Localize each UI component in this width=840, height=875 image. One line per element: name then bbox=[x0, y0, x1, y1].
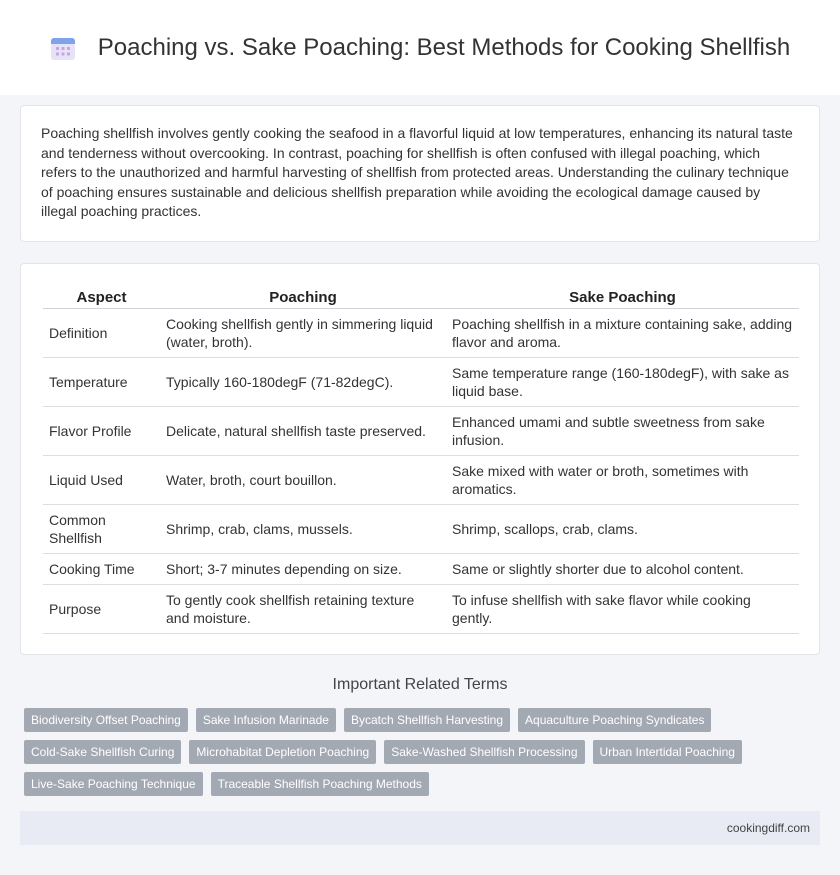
row-poaching: Water, broth, court bouillon. bbox=[160, 456, 446, 505]
page-footer bbox=[20, 811, 820, 845]
table-row bbox=[43, 505, 799, 554]
related-term-tag[interactable]: Sake-Washed Shellfish Processing bbox=[384, 740, 584, 764]
row-aspect: Cooking Time bbox=[43, 554, 160, 585]
row-aspect: Liquid Used bbox=[43, 456, 160, 505]
row-aspect: Common Shellfish bbox=[43, 505, 160, 554]
page-header bbox=[0, 0, 840, 95]
row-sake-poaching: Same temperature range (160-180degF), with sake as liquid base. bbox=[446, 358, 799, 407]
related-term-tag[interactable]: Biodiversity Offset Poaching bbox=[24, 708, 188, 732]
row-aspect: Purpose bbox=[43, 585, 160, 634]
related-terms-title: Important Related Terms bbox=[332, 676, 508, 693]
row-aspect: Flavor Profile bbox=[43, 407, 160, 456]
row-poaching: Shrimp, crab, clams, mussels. bbox=[160, 505, 446, 554]
comparison-card bbox=[20, 263, 820, 655]
row-sake-poaching: Enhanced umami and subtle sweetness from sake infusion. bbox=[446, 407, 799, 456]
row-sake-poaching: Poaching shellfish in a mixture containing sake, adding flavor and aroma. bbox=[446, 309, 799, 358]
row-poaching: Typically 160-180degF (71-82degC). bbox=[160, 358, 446, 407]
related-term-tag[interactable]: Aquaculture Poaching Syndicates bbox=[518, 708, 711, 732]
related-term-tag[interactable]: Traceable Shellfish Poaching Methods bbox=[211, 772, 429, 796]
row-poaching: Short; 3-7 minutes depending on size. bbox=[160, 554, 446, 585]
table-row bbox=[43, 309, 799, 358]
row-poaching: To gently cook shellfish retaining texture and moisture. bbox=[160, 585, 446, 634]
page-title: Poaching vs. Sake Poaching: Best Methods for Cooking Shellfish bbox=[97, 33, 791, 61]
table-row bbox=[43, 585, 799, 634]
related-term-tag[interactable]: Microhabitat Depletion Poaching bbox=[189, 740, 376, 764]
header-sake-poaching: Sake Poaching bbox=[446, 284, 799, 309]
row-poaching: Delicate, natural shellfish taste preserved. bbox=[160, 407, 446, 456]
intro-card bbox=[20, 105, 820, 242]
related-term-tag[interactable]: Live-Sake Poaching Technique bbox=[24, 772, 203, 796]
row-sake-poaching: To infuse shellfish with sake flavor while cooking gently. bbox=[446, 585, 799, 634]
related-terms-list bbox=[24, 708, 824, 804]
row-sake-poaching: Shrimp, scallops, crab, clams. bbox=[446, 505, 799, 554]
related-term-tag[interactable]: Urban Intertidal Poaching bbox=[593, 740, 742, 764]
row-sake-poaching: Sake mixed with water or broth, sometimes with aromatics. bbox=[446, 456, 799, 505]
intro-text: Poaching shellfish involves gently cooking the seafood in a flavorful liquid at low temperatures, enhancing its natural taste and tenderness without overcooking. In contrast, poaching for shellfish is often confused with illegal poaching, which refers to the unauthorized and harmful harvesting of shellfish from protected areas. Understanding the culinary technique of poaching ensures sustainable and delicious shellfish preparation while avoiding the ecological damage caused by illegal poaching practices. bbox=[41, 125, 793, 219]
calendar-icon bbox=[50, 35, 76, 61]
header-poaching: Poaching bbox=[160, 284, 446, 309]
table-header-row bbox=[43, 284, 799, 309]
related-term-tag[interactable]: Bycatch Shellfish Harvesting bbox=[344, 708, 510, 732]
row-aspect: Definition bbox=[43, 309, 160, 358]
table-row bbox=[43, 407, 799, 456]
related-term-tag[interactable]: Sake Infusion Marinade bbox=[196, 708, 336, 732]
header-aspect: Aspect bbox=[43, 284, 160, 309]
table-row bbox=[43, 554, 799, 585]
row-aspect: Temperature bbox=[43, 358, 160, 407]
table-row bbox=[43, 358, 799, 407]
row-sake-poaching: Same or slightly shorter due to alcohol content. bbox=[446, 554, 799, 585]
footer-site-link[interactable]: cookingdiff.com bbox=[726, 821, 810, 835]
table-row bbox=[43, 456, 799, 505]
row-poaching: Cooking shellfish gently in simmering liquid (water, broth). bbox=[160, 309, 446, 358]
comparison-table bbox=[43, 284, 799, 634]
related-term-tag[interactable]: Cold-Sake Shellfish Curing bbox=[24, 740, 181, 764]
